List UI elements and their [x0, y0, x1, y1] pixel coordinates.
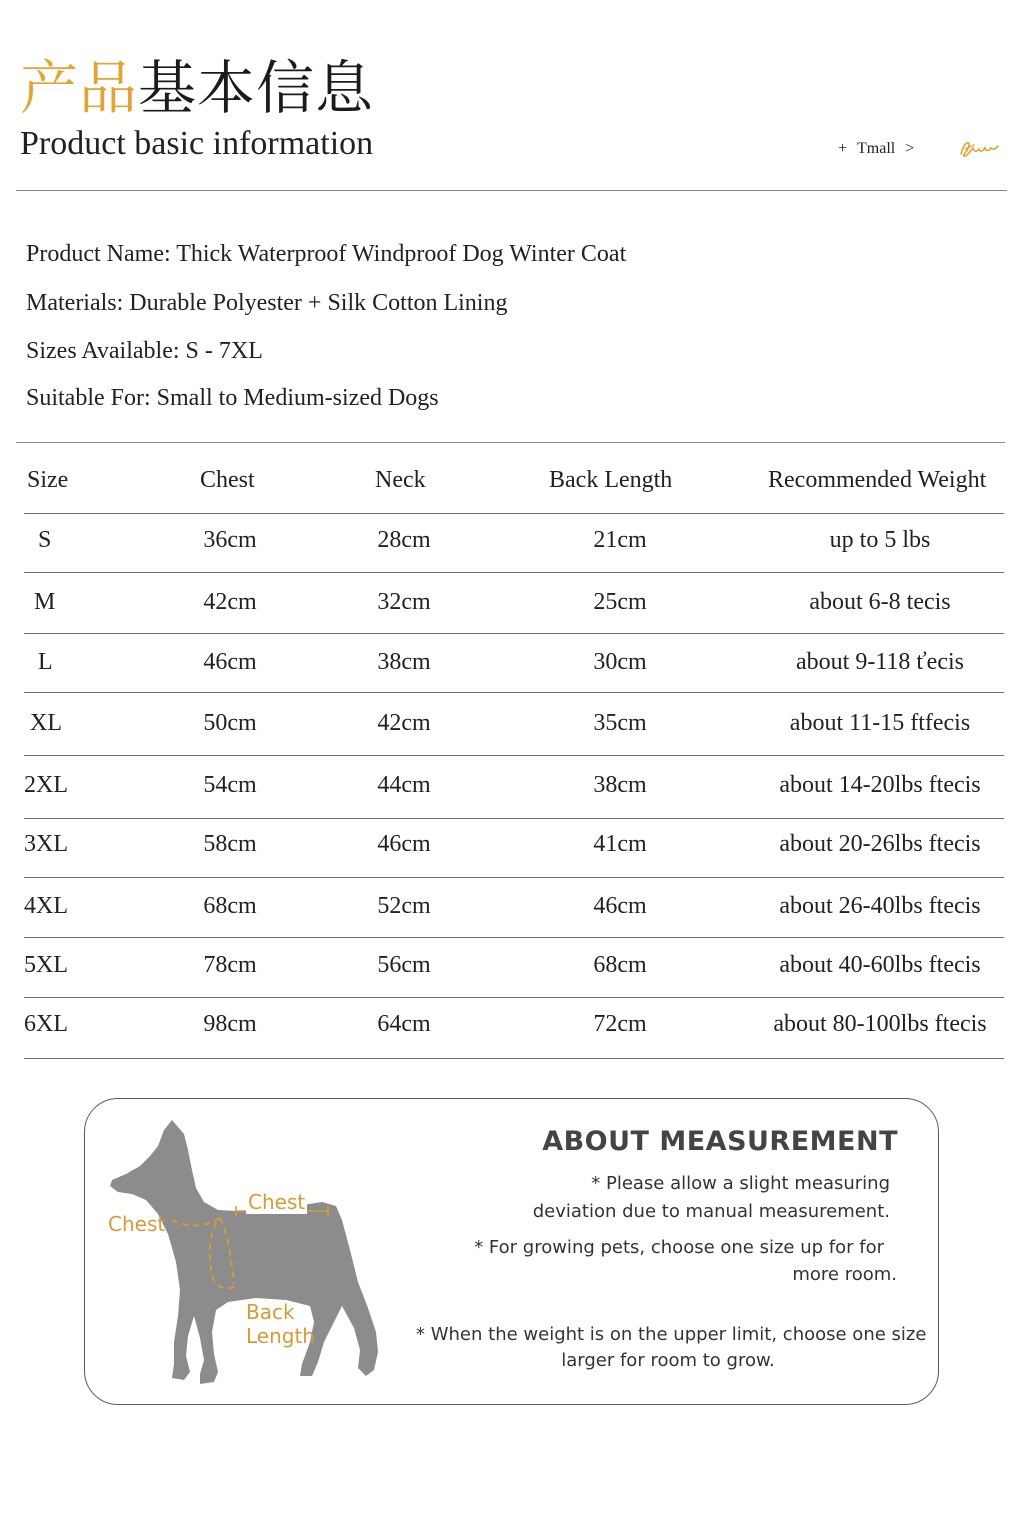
table-cell-neck: 38cm	[377, 649, 431, 675]
table-cell-back-length: 68cm	[593, 952, 647, 978]
table-cell-size: 2XL	[24, 772, 68, 798]
table-cell-chest: 98cm	[203, 1011, 257, 1037]
note3-line1: * When the weight is on the upper limit, choose one size	[416, 1324, 927, 1345]
note1-line2: deviation due to manual measurement.	[532, 1201, 890, 1222]
page-title-english: Product basic information	[20, 125, 374, 162]
tmall-link[interactable]: Tmall	[857, 140, 896, 157]
header-divider	[16, 190, 1007, 191]
table-cell-back-length: 35cm	[593, 710, 647, 736]
header-chest: Chest	[200, 467, 255, 493]
plus-icon: +	[838, 140, 848, 157]
table-row-divider	[24, 755, 1004, 756]
title-cn-accent: 产品	[20, 54, 139, 122]
info-sizes: Sizes Available: S - 7XL	[26, 338, 263, 364]
note2-line1: * For growing pets, choose one size up for for	[474, 1237, 884, 1258]
table-row-divider	[24, 877, 1004, 878]
table-cell-back-length: 21cm	[593, 527, 647, 553]
table-cell-back-length: 38cm	[593, 772, 647, 798]
table-cell-neck: 28cm	[377, 527, 431, 553]
table-cell-size: 5XL	[24, 952, 68, 978]
table-cell-chest: 54cm	[203, 772, 257, 798]
header-recommended-weight: Recommended Weight	[768, 467, 987, 493]
note3-line2: larger for room to grow.	[561, 1350, 775, 1371]
table-cell-weight: about 6-8 tecis	[809, 589, 951, 615]
label-chest-left: Chest	[108, 1212, 166, 1236]
table-cell-size: 6XL	[24, 1011, 68, 1037]
table-row-divider	[24, 572, 1004, 573]
table-row-divider	[24, 937, 1004, 938]
table-cell-weight: about 14-20lbs ftecis	[779, 772, 981, 798]
chevron-right-icon: >	[905, 140, 915, 157]
signature-logo-icon	[958, 134, 1000, 162]
tmall-nav[interactable]	[838, 138, 914, 160]
table-cell-chest: 78cm	[203, 952, 257, 978]
table-cell-chest: 36cm	[203, 527, 257, 553]
info-materials: Materials: Durable Polyester + Silk Cotton Lining	[26, 290, 508, 316]
table-cell-neck: 64cm	[377, 1011, 431, 1037]
info-product-name: Product Name: Thick Waterproof Windproof Dog Winter Coat	[26, 241, 627, 267]
info-suitable: Suitable For: Small to Medium-sized Dogs	[26, 385, 439, 411]
label-length: Length	[246, 1324, 315, 1348]
table-cell-weight: up to 5 lbs	[829, 527, 931, 553]
table-cell-neck: 42cm	[377, 710, 431, 736]
note2-line2: more room.	[792, 1264, 897, 1285]
table-cell-back-length: 30cm	[593, 649, 647, 675]
title-cn-rest: 基本信息	[138, 54, 375, 122]
table-row-divider	[24, 513, 1004, 514]
table-row-divider	[24, 1058, 1004, 1059]
table-cell-back-length: 25cm	[593, 589, 647, 615]
table-cell-weight: about 11-15 ftfecis	[789, 710, 971, 736]
table-cell-size: XL	[30, 710, 62, 736]
table-row-divider	[24, 692, 1004, 693]
page-title-chinese	[20, 52, 374, 124]
table-cell-weight: about 20-26lbs ftecis	[779, 831, 981, 857]
dog-silhouette-icon	[96, 1110, 396, 1395]
table-cell-size: 4XL	[24, 893, 68, 919]
header-size: Size	[27, 467, 69, 493]
info-divider	[16, 442, 1005, 443]
table-cell-chest: 42cm	[203, 589, 257, 615]
table-cell-weight: about 9-118 ťecis	[796, 649, 964, 675]
table-cell-chest: 68cm	[203, 893, 257, 919]
table-cell-size: S	[38, 527, 52, 553]
label-back: Back	[246, 1300, 295, 1324]
table-cell-chest: 46cm	[203, 649, 257, 675]
table-cell-weight: about 40-60lbs ftecis	[779, 952, 981, 978]
table-cell-neck: 46cm	[377, 831, 431, 857]
table-cell-size: L	[38, 649, 53, 675]
label-chest-top: Chest	[248, 1190, 306, 1214]
table-cell-neck: 56cm	[377, 952, 431, 978]
table-cell-neck: 52cm	[377, 893, 431, 919]
table-cell-weight: about 26-40lbs ftecis	[779, 893, 981, 919]
table-cell-back-length: 41cm	[593, 831, 647, 857]
table-row-divider	[24, 818, 1004, 819]
table-cell-size: 3XL	[24, 831, 68, 857]
table-cell-back-length: 72cm	[593, 1011, 647, 1037]
header-back-length: Back Length	[549, 467, 673, 493]
note1-line1: * Please allow a slight measuring	[591, 1173, 890, 1194]
table-cell-neck: 32cm	[377, 589, 431, 615]
measurement-title: ABOUT MEASUREMENT	[542, 1126, 898, 1157]
table-cell-size: M	[34, 589, 56, 615]
table-row-divider	[24, 633, 1004, 634]
table-cell-back-length: 46cm	[593, 893, 647, 919]
table-row-divider	[24, 997, 1004, 998]
header-neck: Neck	[375, 467, 426, 493]
table-cell-chest: 50cm	[203, 710, 257, 736]
table-cell-chest: 58cm	[203, 831, 257, 857]
table-cell-weight: about 80-100lbs ftecis	[773, 1011, 987, 1037]
table-cell-neck: 44cm	[377, 772, 431, 798]
